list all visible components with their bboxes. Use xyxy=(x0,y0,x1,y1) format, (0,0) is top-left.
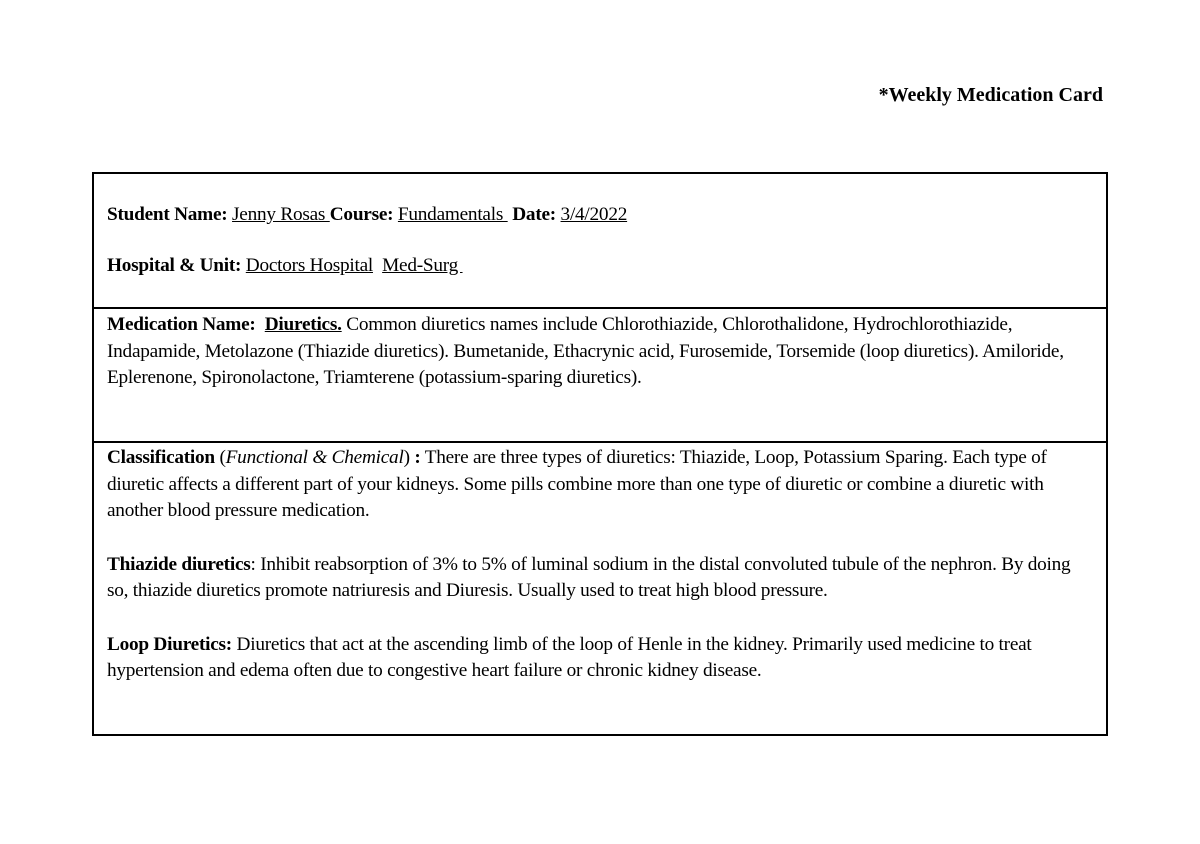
classification-paragraph xyxy=(107,445,1096,525)
hospital-value: Doctors Hospital xyxy=(245,254,373,276)
hospital-line xyxy=(107,253,1096,280)
course-value: Fundamentals xyxy=(397,204,508,225)
student-info-line xyxy=(107,202,1096,229)
medication-name: Diuretics. xyxy=(264,314,342,335)
card-title: *Weekly Medication Card xyxy=(878,84,1103,106)
loop-text: Diuretics that act at the ascending limb of the loop of Henle in the kidney. Primarily used medicine to treat hypertension and edema often due to congestive heart failure or chronic kidney disease. xyxy=(107,633,1032,681)
loop-paragraph xyxy=(107,632,1096,685)
hospital-label: Hospital & Unit: xyxy=(107,254,242,276)
medication-card xyxy=(92,172,1108,736)
classification-label: Classification xyxy=(107,447,215,468)
classification-sub-label: Functional & Chemical xyxy=(225,447,404,468)
student-info-section xyxy=(94,174,1106,309)
unit-value: Med-Surg xyxy=(382,254,463,276)
student-name-label: Student Name: xyxy=(107,204,228,225)
medication-description: Common diuretics names include Chlorothiazide, Chlorothalidone, Hydrochlorothiazide, Indapamide, Metolazone (Thiazide diuretics). Bumetanide, Ethacrynic acid, Furosemide, Torsemide (loop diuretics). Amiloride, Eplerenone, Spironolactone, Triamterene (potassium-sparing diuretics). xyxy=(107,314,1064,388)
classification-paren-close: ) xyxy=(403,447,415,468)
classification-section xyxy=(94,443,1106,685)
date-label: Date: xyxy=(512,204,556,225)
thiazide-paragraph xyxy=(107,552,1096,605)
loop-label: Loop Diuretics: xyxy=(107,633,232,655)
student-name-value: Jenny Rosas xyxy=(232,204,330,225)
thiazide-label: Thiazide diuretics xyxy=(107,553,251,575)
thiazide-text: : Inhibit reabsorption of 3% to 5% of luminal sodium in the distal convoluted tubule of the nephron. By doing so, thiazide diuretics promote natriuresis and Diuresis. Usually used to treat high blood pressure. xyxy=(107,553,1071,601)
classification-text: There are three types of diuretics: Thiazide, Loop, Potassium Sparing. Each type of diuretic affects a different part of your kidneys. Some pills combine more than one type of diuretic or combine a diuretic with another blood pressure medication. xyxy=(107,447,1047,521)
classification-paren-open: ( xyxy=(214,447,226,468)
medication-label: Medication Name: xyxy=(107,314,256,335)
medication-section xyxy=(94,309,1106,443)
date-value: 3/4/2022 xyxy=(560,204,628,225)
course-label: Course: xyxy=(329,204,394,225)
classification-colon: : xyxy=(414,447,421,468)
